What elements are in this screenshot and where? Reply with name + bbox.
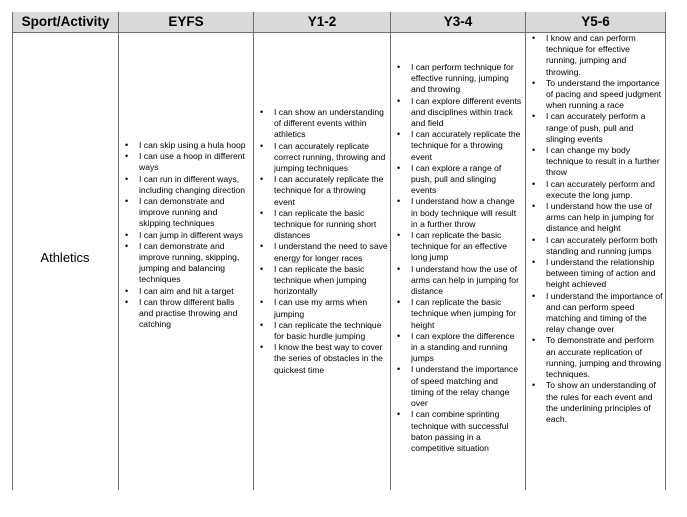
header-eyfs: EYFS	[119, 12, 253, 32]
header-sport-activity: Sport/Activity	[13, 12, 118, 32]
list-item: • I can replicate the basic technique when jumping for height	[393, 297, 523, 331]
list-item: • I understand the importance of and can perform speed matching and timing of the relay change over	[528, 291, 663, 336]
y5-6-cell	[528, 33, 663, 425]
list-item: • I can combine sprinting technique with successful baton passing in a competitive situation	[393, 409, 523, 454]
list-item: • I can explore a range of push, pull and slinging events	[393, 163, 523, 197]
y5-6-list	[528, 33, 663, 425]
list-item: • I can demonstrate and improve running and skipping techniques	[121, 196, 251, 230]
list-item: • I understand how the use of arms can help in jumping for distance	[393, 264, 523, 298]
list-item: • I can demonstrate and improve running, skipping, jumping and balancing techniques	[121, 241, 251, 286]
list-item: • I can accurately perform a range of push, pull and slinging events	[528, 111, 663, 145]
y1-2-cell	[256, 107, 388, 376]
column-divider	[390, 12, 391, 490]
list-item: • I can replicate the basic technique for an effective long jump	[393, 230, 523, 264]
table-right-border	[665, 12, 666, 490]
list-item: • I understand how a change in body technique will result in a further throw	[393, 196, 523, 230]
list-item: • I can perform technique for effective running, jumping and throwing	[393, 62, 523, 96]
eyfs-list	[121, 140, 251, 330]
list-item: • I can explore the difference in a standing and running jumps	[393, 331, 523, 365]
list-item: • I can jump in different ways	[121, 230, 251, 241]
list-item: • I can accurately replicate the technique for a throwing event	[393, 129, 523, 163]
list-item: • I can use a hoop in different ways	[121, 151, 251, 173]
list-item: • I can accurately replicate correct running, throwing and jumping techniques	[256, 141, 388, 175]
list-item: • To demonstrate and perform an accurate replication of running, jumping and throwing techniques.	[528, 335, 663, 380]
header-y5-6: Y5-6	[526, 12, 665, 32]
list-item: • I can accurately perform and execute the long jump.	[528, 179, 663, 201]
list-item: • I understand how the use of arms can help in jumping for distance and height	[528, 201, 663, 235]
list-item: • I can aim and hit a target	[121, 286, 251, 297]
column-divider	[253, 12, 254, 490]
list-item: • I can explore different events and disciplines within track and field	[393, 96, 523, 130]
list-item: • I can run in different ways, including changing direction	[121, 174, 251, 196]
list-item: • To show an understanding of the rules for each event and the underlining principles of each.	[528, 380, 663, 425]
sport-name: Athletics	[40, 250, 90, 265]
list-item: • I can replicate the technique for basic hurdle jumping	[256, 320, 388, 342]
list-item: • I can replicate the basic technique for running short distances	[256, 208, 388, 242]
list-item: • I understand the need to save energy for longer races	[256, 241, 388, 263]
list-item: • I understand the importance of speed matching and timing of the relay change over	[393, 364, 523, 409]
list-item: • I can replicate the basic technique when jumping horizontally	[256, 264, 388, 298]
list-item: • I can throw different balls and practise throwing and catching	[121, 297, 251, 331]
column-divider	[525, 12, 526, 490]
list-item: • I can skip using a hula hoop	[121, 140, 251, 151]
header-y1-2: Y1-2	[254, 12, 390, 32]
header-y3-4: Y3-4	[391, 12, 525, 32]
list-item: • I can show an understanding of different events within athletics	[256, 107, 388, 141]
list-item: • I can change my body technique to result in a further throw	[528, 145, 663, 179]
y1-2-list	[256, 107, 388, 376]
list-item: • I can accurately replicate the technique for a throwing event	[256, 174, 388, 208]
y3-4-list	[393, 62, 523, 454]
list-item: • I can accurately perform both standing and running jumps	[528, 235, 663, 257]
column-divider	[118, 12, 119, 490]
list-item: • I know the best way to cover the series of obstacles in the quickest time	[256, 342, 388, 376]
list-item: • I know and can perform technique for effective running, jumping and throwing.	[528, 33, 663, 78]
list-item: • I can use my arms when jumping	[256, 297, 388, 319]
list-item: • I understand the relationship between timing of action and height achieved	[528, 257, 663, 291]
list-item: • To understand the importance of pacing and speed judgment when running a race	[528, 78, 663, 112]
y3-4-cell	[393, 62, 523, 454]
eyfs-cell	[121, 140, 251, 330]
